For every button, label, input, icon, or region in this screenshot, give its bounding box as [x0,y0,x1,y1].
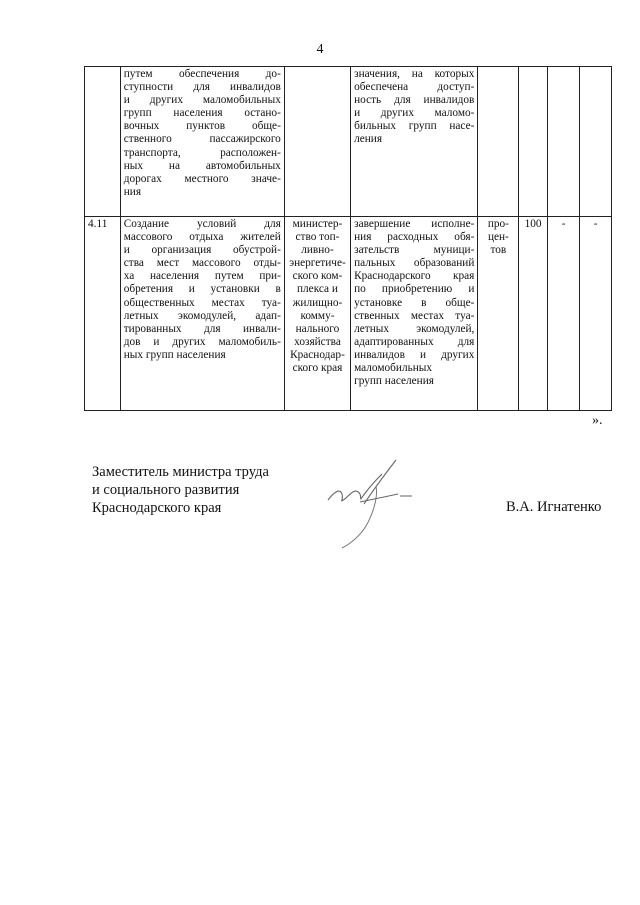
cell-line: завершение исполне- [354,218,475,230]
executor-cell [284,67,350,217]
cell-line: ния [123,185,142,198]
cell-line: установке в обще- [354,296,475,309]
cell-line: министер- [292,218,343,230]
cell-line: вочных пунктов обще- [123,120,281,133]
cell-line: ственного пассажирского [123,133,281,146]
signer-title [92,463,269,517]
cell-line: летных экомодулей, адап- [123,309,281,322]
value-cell: 100 [519,217,547,411]
handwritten-signature [320,452,430,552]
signer-name: В.А. Игнатенко [506,499,602,515]
cell-line: тов [490,244,507,257]
cell-line: значения, на которых [354,68,475,80]
cell-line: обеспечена доступ- [354,81,475,94]
cell-line: жилищно- [292,296,343,309]
cell-line: Краснодар- [290,348,345,361]
cell-line: маломобильных [354,362,433,375]
cell-line: дорогах местного значе- [123,172,281,185]
row-number-cell: 4.11 [85,217,121,411]
cell-line: и организация обустрой- [123,244,281,257]
cell-line: ства мест массового отды- [123,257,281,270]
cell-line: ство топ- [295,231,340,244]
cell-line: массового отдыха жителей [123,231,281,244]
cell-line: нального [295,322,340,335]
signer-title-line: Заместитель министра труда [92,464,269,480]
measure-name-cell [120,217,284,411]
cell-line: ского ком- [292,270,343,283]
cell-line: по приобретению и [354,283,475,296]
cell-line: ления [354,133,383,146]
table-row [85,67,612,217]
measure-name-cell [120,67,284,217]
cell-line: ступности для инвалидов [123,81,281,94]
cell-line: ных групп населения [123,348,226,361]
cell-line: пальных образований [354,257,475,270]
cell-line: транспорта, расположен- [123,146,281,159]
unit-cell [478,67,519,217]
cell-line: бильных групп насе- [354,120,475,133]
measures-table [84,66,612,411]
cell-line: про- [487,218,509,230]
closing-quote: ». [592,413,603,428]
value-cell: - [580,217,612,411]
cell-line: плекса и [297,283,338,296]
unit-cell [478,217,519,411]
signer-title-line: Краснодарского края [92,500,222,516]
cell-line: дов и других маломобиль- [123,335,281,348]
row-number-cell [85,67,121,217]
cell-line: ственных местах туа- [354,309,475,322]
cell-line: ность для инвалидов [354,94,475,107]
cell-line: летных экомодулей, [354,322,475,335]
cell-line: групп населения [354,375,434,388]
executor-cell [284,217,350,411]
cell-line: хозяйства [294,335,341,348]
cell-line: адаптированных для [354,335,475,348]
value-cell [519,67,547,217]
result-cell [351,67,478,217]
cell-line: инвалидов и других [354,348,475,361]
page-number: 4 [316,42,324,57]
cell-line: энергетиче- [289,257,346,270]
cell-line: Создание условий для [123,218,281,230]
signer-title-line: и социального развития [92,482,240,498]
cell-line: зательств муници- [354,244,475,257]
cell-line: обретения и установки в [123,283,281,296]
value-cell [547,67,580,217]
cell-line: комму- [300,309,335,322]
cell-line: ливно- [301,244,334,257]
cell-line: ния расходных обя- [354,231,475,244]
cell-line: общественных местах туа- [123,296,281,309]
cell-line: групп населения остано- [123,107,281,120]
table-row [85,217,612,411]
cell-line: Краснодарского края [354,270,475,283]
value-cell [580,67,612,217]
cell-line: цен- [487,231,509,244]
cell-line: ха населения путем при- [123,270,281,283]
cell-line: ского края [292,362,343,375]
value-cell: - [547,217,580,411]
cell-line: и других маломо- [354,107,475,120]
result-cell [351,217,478,411]
cell-line: и других маломобильных [123,94,281,107]
cell-line: ных на автомобильных [123,159,281,172]
cell-line: путем обеспечения до- [123,68,281,80]
cell-line: тированных для инвали- [123,322,281,335]
